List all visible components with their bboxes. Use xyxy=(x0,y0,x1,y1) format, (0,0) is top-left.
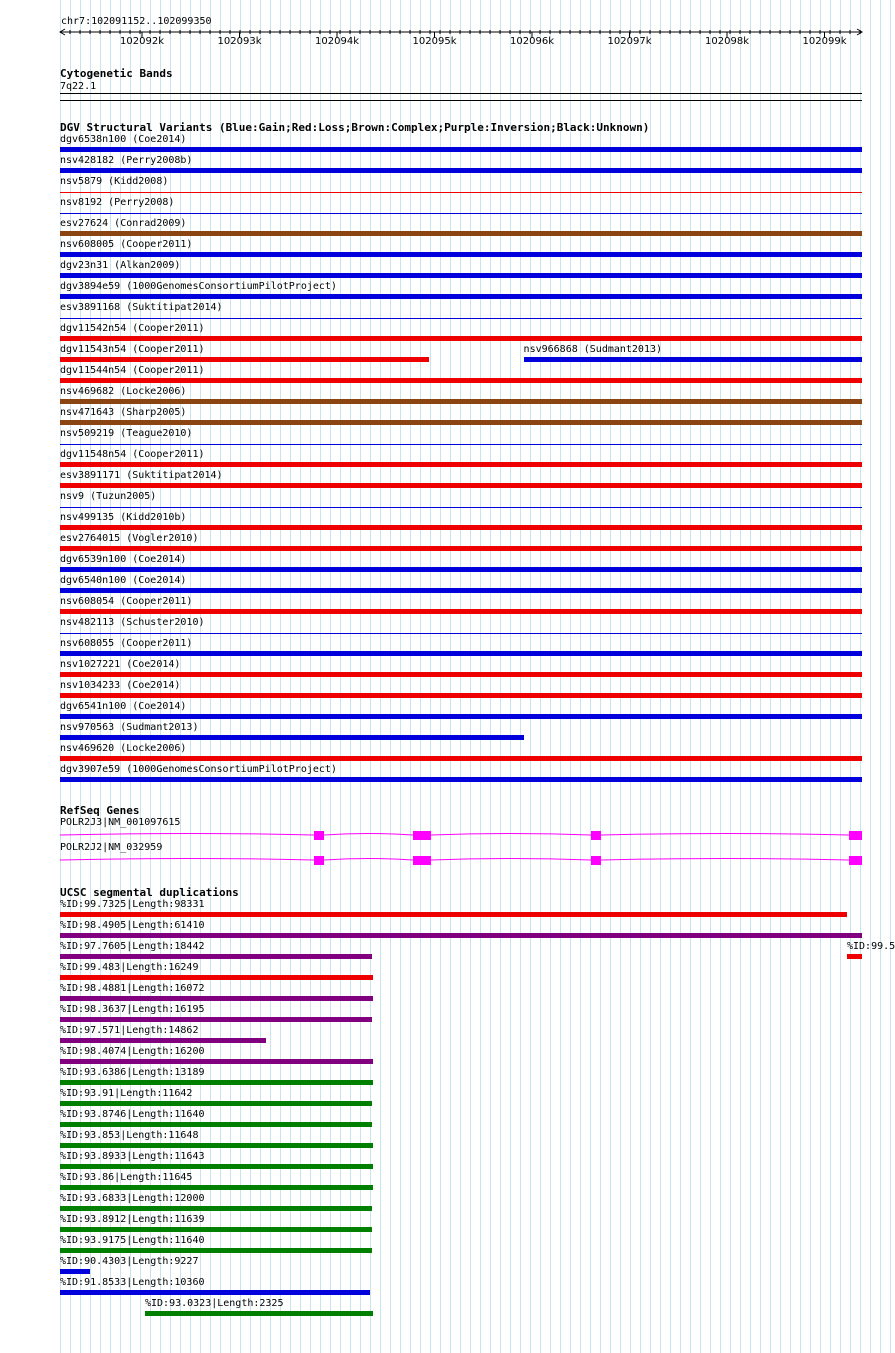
dgv-feature-label[interactable]: dgv11544n54 (Cooper2011) xyxy=(60,365,205,376)
segdup-feature-label[interactable]: %ID:97.571|Length:14862 xyxy=(60,1025,199,1036)
segdup-feature-bar[interactable] xyxy=(60,1206,372,1211)
segdup-feature-label[interactable]: %ID:98.4905|Length:61410 xyxy=(60,920,205,931)
dgv-feature-bar[interactable] xyxy=(60,525,862,530)
segdup-feature-label[interactable]: %ID:90.4303|Length:9227 xyxy=(60,1256,199,1267)
segdup-feature-bar[interactable] xyxy=(60,1038,266,1043)
segdup-feature-label[interactable]: %ID:98.4074|Length:16200 xyxy=(60,1046,205,1057)
dgv-feature-label[interactable]: nsv482113 (Schuster2010) xyxy=(60,617,205,628)
dgv-feature-label[interactable]: nsv608055 (Cooper2011) xyxy=(60,638,193,649)
segdup-feature-label[interactable]: %ID:93.853|Length:11648 xyxy=(60,1130,199,1141)
segdup-feature-label[interactable]: %ID:98.4881|Length:16072 xyxy=(60,983,205,994)
dgv-track-title: DGV Structural Variants (Blue:Gain;Red:Loss;Brown:Complex;Purple:Inversion;Black:Unknown) xyxy=(60,121,650,134)
dgv-feature-bar[interactable] xyxy=(60,567,862,572)
dgv-feature-label[interactable]: dgv11548n54 (Cooper2011) xyxy=(60,449,205,460)
segdup-feature-bar[interactable] xyxy=(60,1290,370,1295)
dgv-feature-bar[interactable] xyxy=(60,168,862,173)
dgv-feature-label[interactable]: nsv469620 (Locke2006) xyxy=(60,743,187,754)
dgv-feature-label[interactable]: nsv608005 (Cooper2011) xyxy=(60,239,193,250)
refseq-exon[interactable] xyxy=(413,856,431,865)
segdup-feature-label[interactable]: %ID:98.3637|Length:16195 xyxy=(60,1004,205,1015)
dgv-feature-bar[interactable] xyxy=(60,507,862,508)
refseq-intron xyxy=(60,859,314,861)
segdup-feature-label[interactable]: %ID:93.0323|Length:2325 xyxy=(145,1298,284,1309)
ruler-tick-label: 102096k xyxy=(510,36,554,47)
segdup-feature-bar[interactable] xyxy=(60,1269,90,1274)
dgv-feature-label[interactable]: dgv6538n100 (Coe2014) xyxy=(60,134,187,145)
segdup-feature-bar[interactable] xyxy=(60,975,373,980)
refseq-exon[interactable] xyxy=(591,856,601,865)
ruler-tick-label: 102097k xyxy=(607,36,652,47)
ruler-tick-label: 102094k xyxy=(315,36,359,47)
dgv-feature-bar[interactable] xyxy=(60,609,862,614)
cytoband-track-title: Cytogenetic Bands xyxy=(60,67,173,80)
refseq-exon[interactable] xyxy=(413,831,431,840)
segdup-feature-bar[interactable] xyxy=(60,1185,373,1190)
dgv-feature-bar[interactable] xyxy=(60,147,862,152)
segdup-track-title: UCSC segmental duplications xyxy=(60,886,239,899)
segdup-feature-label[interactable]: %ID:93.8933|Length:11643 xyxy=(60,1151,205,1162)
dgv-feature-label[interactable]: dgv6541n100 (Coe2014) xyxy=(60,701,187,712)
dgv-feature-label[interactable]: esv27624 (Conrad2009) xyxy=(60,218,187,229)
segdup-feature-bar[interactable] xyxy=(60,1143,373,1148)
dgv-feature-label[interactable]: dgv3894e59 (1000GenomesConsortiumPilotProject) xyxy=(60,281,337,292)
refseq-intron xyxy=(601,834,849,836)
dgv-feature-label[interactable]: esv2764015 (Vogler2010) xyxy=(60,533,199,544)
dgv-feature-bar[interactable] xyxy=(60,483,862,488)
dgv-feature-bar[interactable] xyxy=(60,378,862,383)
dgv-feature-bar[interactable] xyxy=(60,318,862,319)
dgv-feature-bar[interactable] xyxy=(60,294,862,299)
segdup-feature-bar[interactable] xyxy=(60,1227,372,1232)
refseq-intron xyxy=(324,859,413,861)
dgv-feature-bar[interactable] xyxy=(60,336,862,341)
refseq-exon[interactable] xyxy=(314,856,324,865)
dgv-feature-label[interactable]: nsv428182 (Perry2008b) xyxy=(60,155,193,166)
refseq-gene-model[interactable] xyxy=(0,826,890,842)
segdup-feature-bar[interactable] xyxy=(847,954,862,959)
dgv-feature-label[interactable]: nsv499135 (Kidd2010b) xyxy=(60,512,187,523)
ruler-tick-label: 102098k xyxy=(705,36,749,47)
dgv-feature-label[interactable]: dgv6540n100 (Coe2014) xyxy=(60,575,187,586)
ruler-tick-label: 102095k xyxy=(412,36,457,47)
dgv-feature-bar[interactable] xyxy=(60,714,862,719)
ruler-tick-label: 102093k xyxy=(217,36,262,47)
dgv-feature-bar[interactable] xyxy=(60,777,862,782)
dgv-feature-label[interactable]: dgv3907e59 (1000GenomesConsortiumPilotProject) xyxy=(60,764,337,775)
refseq-intron xyxy=(601,859,849,861)
refseq-gene-label[interactable]: POLR2J2|NM_032959 xyxy=(60,842,163,853)
dgv-feature-label[interactable]: nsv608054 (Cooper2011) xyxy=(60,596,193,607)
segdup-feature-bar[interactable] xyxy=(60,1101,372,1106)
segdup-feature-bar[interactable] xyxy=(60,996,373,1001)
dgv-feature-bar[interactable] xyxy=(60,399,862,404)
segdup-feature-label[interactable]: %ID:99.7325|Length:98331 xyxy=(60,899,205,910)
dgv-feature-label[interactable]: nsv509219 (Teague2010) xyxy=(60,428,193,439)
refseq-exon[interactable] xyxy=(591,831,601,840)
dgv-feature-bar[interactable] xyxy=(60,756,862,761)
segdup-feature-bar[interactable] xyxy=(145,1311,373,1316)
dgv-feature-bar[interactable] xyxy=(60,213,862,214)
segdup-feature-label[interactable]: %ID:93.86|Length:11645 xyxy=(60,1172,193,1183)
refseq-gene-label[interactable]: POLR2J3|NM_001097615 xyxy=(60,817,181,828)
refseq-intron xyxy=(431,859,591,861)
dgv-feature-bar[interactable] xyxy=(60,420,862,425)
segdup-feature-label[interactable]: %ID:93.91|Length:11642 xyxy=(60,1088,193,1099)
segdup-feature-bar[interactable] xyxy=(60,1248,372,1253)
dgv-feature-label[interactable]: nsv1034233 (Coe2014) xyxy=(60,680,181,691)
dgv-feature-bar[interactable] xyxy=(60,231,862,236)
dgv-feature-bar[interactable] xyxy=(524,357,862,362)
dgv-feature-label[interactable]: nsv966868 (Sudmant2013) xyxy=(523,344,663,355)
refseq-exon[interactable] xyxy=(849,856,862,865)
dgv-feature-label[interactable]: nsv1027221 (Coe2014) xyxy=(60,659,181,670)
segdup-feature-bar[interactable] xyxy=(60,1017,372,1022)
ruler-tick-label: 102092k xyxy=(120,36,164,47)
segdup-feature-label[interactable]: %ID:91.8533|Length:10360 xyxy=(60,1277,205,1288)
segdup-feature-label[interactable]: %ID:93.6386|Length:13189 xyxy=(60,1067,205,1078)
segdup-feature-label[interactable]: %ID:99.483|Length:16249 xyxy=(60,962,199,973)
segdup-feature-label[interactable]: %ID:97.7605|Length:18442 xyxy=(60,941,205,952)
dgv-feature-label[interactable]: nsv469682 (Locke2006) xyxy=(60,386,187,397)
segdup-feature-label[interactable]: %ID:99.5 xyxy=(847,941,895,952)
segdup-feature-bar[interactable] xyxy=(60,933,862,938)
dgv-feature-bar[interactable] xyxy=(60,672,862,677)
refseq-exon[interactable] xyxy=(849,831,862,840)
dgv-feature-bar[interactable] xyxy=(60,462,862,467)
dgv-feature-bar[interactable] xyxy=(60,357,429,362)
refseq-track-title: RefSeq Genes xyxy=(60,804,140,817)
segdup-feature-bar[interactable] xyxy=(60,1122,372,1127)
dgv-feature-label[interactable]: dgv23n31 (Alkan2009) xyxy=(60,260,181,271)
dgv-feature-label[interactable]: dgv11543n54 (Cooper2011) xyxy=(60,344,205,355)
dgv-feature-bar[interactable] xyxy=(60,444,862,445)
dgv-feature-label[interactable]: esv3891171 (Suktitipat2014) xyxy=(60,470,223,481)
segdup-feature-bar[interactable] xyxy=(60,1164,373,1169)
dgv-feature-bar[interactable] xyxy=(60,546,862,551)
dgv-feature-label[interactable]: nsv471643 (Sharp2005) xyxy=(60,407,187,418)
refseq-exon[interactable] xyxy=(314,831,324,840)
segdup-feature-label[interactable]: %ID:93.8912|Length:11639 xyxy=(60,1214,205,1225)
dgv-feature-label[interactable]: nsv9 (Tuzun2005) xyxy=(60,491,157,502)
dgv-feature-bar[interactable] xyxy=(60,588,862,593)
segdup-feature-label[interactable]: %ID:93.8746|Length:11640 xyxy=(60,1109,205,1120)
cytoband-line-top xyxy=(60,93,862,94)
segdup-feature-label[interactable]: %ID:93.6833|Length:12000 xyxy=(60,1193,205,1204)
segdup-feature-bar[interactable] xyxy=(60,1080,373,1085)
dgv-feature-bar[interactable] xyxy=(60,273,862,278)
dgv-feature-bar[interactable] xyxy=(60,651,862,656)
cytoband-line-bottom xyxy=(60,100,862,101)
refseq-gene-model[interactable] xyxy=(0,851,890,867)
segdup-feature-bar[interactable] xyxy=(60,912,847,917)
dgv-feature-bar[interactable] xyxy=(60,252,862,257)
dgv-feature-label[interactable]: esv3891168 (Suktitipat2014) xyxy=(60,302,223,313)
dgv-feature-label[interactable]: nsv5879 (Kidd2008) xyxy=(60,176,169,187)
refseq-intron xyxy=(324,834,413,836)
ruler-tick-label: 102099k xyxy=(802,36,847,47)
dgv-feature-label[interactable]: dgv11542n54 (Cooper2011) xyxy=(60,323,205,334)
dgv-feature-bar[interactable] xyxy=(60,192,862,193)
refseq-intron xyxy=(60,834,314,836)
segdup-feature-bar[interactable] xyxy=(60,954,372,959)
dgv-feature-label[interactable]: nsv970563 (Sudmant2013) xyxy=(60,722,199,733)
segdup-feature-bar[interactable] xyxy=(60,1059,373,1064)
cytoband-label[interactable]: 7q22.1 xyxy=(60,81,97,92)
dgv-feature-bar[interactable] xyxy=(60,693,862,698)
dgv-feature-bar[interactable] xyxy=(60,735,524,740)
dgv-feature-label[interactable]: nsv8192 (Perry2008) xyxy=(60,197,175,208)
segdup-feature-label[interactable]: %ID:93.9175|Length:11640 xyxy=(60,1235,205,1246)
refseq-intron xyxy=(431,834,591,836)
dgv-feature-bar[interactable] xyxy=(60,633,862,634)
dgv-feature-label[interactable]: dgv6539n100 (Coe2014) xyxy=(60,554,187,565)
ruler-location: chr7:102091152..102099350 xyxy=(61,16,212,27)
